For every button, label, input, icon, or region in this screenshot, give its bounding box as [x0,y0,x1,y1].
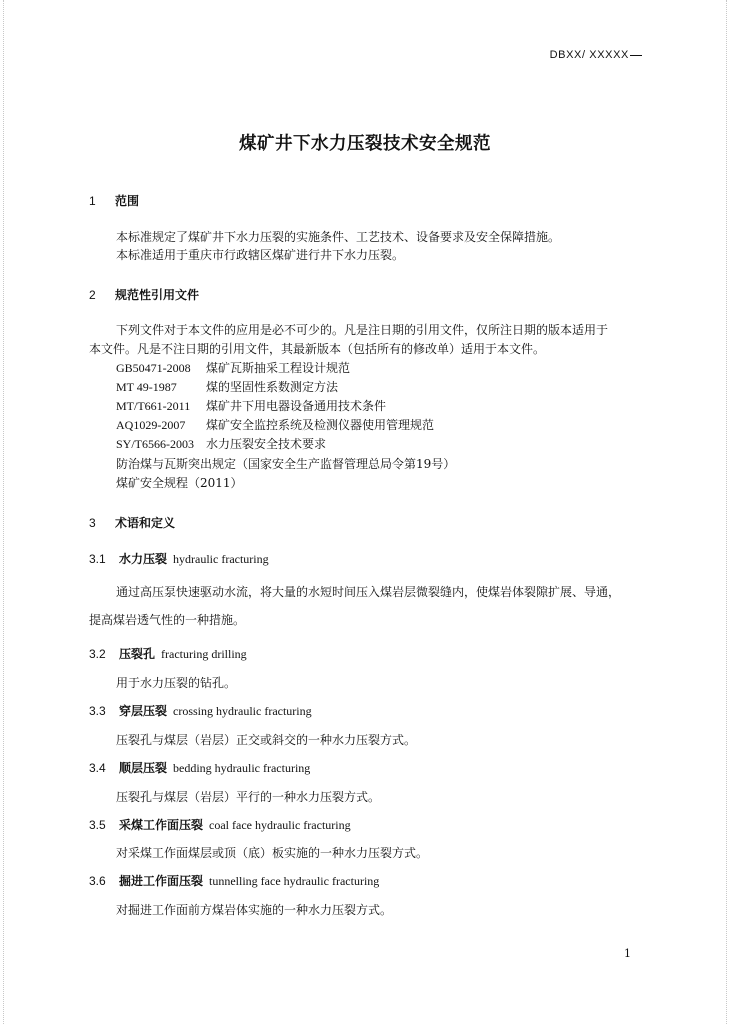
term-english: tunnelling face hydraulic fracturing [209,874,380,888]
term-definition: 压裂孔与煤层（岩层）正交或斜交的一种水力压裂方式。 [116,733,417,747]
term-definition: 通过高压泵快速驱动水流，将大量的水短时间压入煤岩层微裂缝内，使煤岩体裂隙扩展、导通， [116,585,621,599]
term-chinese: 压裂孔 [119,647,156,661]
term-number: 3.5 [89,818,106,832]
scope-paragraph: 本标准规定了煤矿井下水力压裂的实施条件、工艺技术、设备要求及安全保障措施。 [116,230,561,244]
term-chinese: 穿层压裂 [119,704,168,718]
page-number: 1 [624,947,631,960]
term-definition: 提高煤岩透气性的一种措施。 [89,613,246,627]
section-title: 范围 [115,194,140,208]
document-code-rule [630,55,642,56]
reference-name: 煤的坚固性系数测定方法 [206,380,339,394]
term-number: 3.2 [89,647,106,661]
term-number: 3.1 [89,552,106,566]
term-heading [89,760,310,776]
reference-item [116,417,434,433]
scope-paragraph: 本标准适用于重庆市行政辖区煤矿进行井下水力压裂。 [116,248,405,262]
term-chinese: 水力压裂 [119,552,168,566]
document-code [550,49,642,61]
reference-code: MT 49-1987 [116,380,177,394]
reference-code: SY/T6566-2003 [116,437,194,451]
term-english: bedding hydraulic fracturing [173,761,311,775]
reference-item [116,398,386,414]
section-title: 规范性引用文件 [115,288,200,302]
section-heading-references [89,286,199,303]
reference-code: AQ1029-2007 [116,418,186,432]
references-intro-line: 下列文件对于本文件的应用是必不可少的。凡是注日期的引用文件，仅所注日期的版本适用于 [116,323,609,337]
term-number: 3.3 [89,704,106,718]
document-title: 煤矿井下水力压裂技术安全规范 [239,134,491,154]
term-heading [89,873,379,889]
reference-item [116,379,338,395]
reference-code: MT/T661-2011 [116,399,191,413]
reference-name: 煤矿安全监控系统及检测仪器使用管理规范 [206,418,435,432]
term-definition: 用于水力压裂的钻孔。 [116,676,237,690]
term-definition: 压裂孔与煤层（岩层）平行的一种水力压裂方式。 [116,790,381,804]
term-english: crossing hydraulic fracturing [173,704,312,718]
references-intro-line: 本文件。凡是不注日期的引用文件，其最新版本（包括所有的修改单）适用于本文件。 [89,342,546,356]
reference-item: 防治煤与瓦斯突出规定（国家安全生产监督管理总局令第19号） [116,457,456,471]
term-english: hydraulic fracturing [173,552,269,566]
term-number: 3.6 [89,874,106,888]
term-chinese: 掘进工作面压裂 [119,874,204,888]
reference-name: 煤矿井下用电器设备通用技术条件 [206,399,387,413]
reference-item [116,360,350,376]
section-heading-scope [89,192,139,209]
term-heading [89,817,351,833]
reference-name: 水力压裂安全技术要求 [206,437,327,451]
section-number: 1 [89,194,96,208]
reference-name: 煤矿瓦斯抽采工程设计规范 [206,361,351,375]
section-heading-terms [89,514,175,531]
term-heading [89,551,269,567]
term-english: fracturing drilling [161,647,247,661]
term-chinese: 顺层压裂 [119,761,168,775]
term-heading [89,703,312,719]
term-definition: 对采煤工作面煤层或顶（底）板实施的一种水力压裂方式。 [116,846,429,860]
term-definition: 对掘进工作面前方煤岩体实施的一种水力压裂方式。 [116,903,393,917]
term-heading [89,646,247,662]
term-chinese: 采煤工作面压裂 [119,818,204,832]
section-number: 3 [89,516,96,530]
section-title: 术语和定义 [115,516,176,530]
term-number: 3.4 [89,761,106,775]
term-english: coal face hydraulic fracturing [209,818,351,832]
reference-item [116,436,326,452]
section-number: 2 [89,288,96,302]
reference-code: GB50471-2008 [116,361,191,375]
document-code-text: DBXX/ XXXXX [549,49,629,61]
reference-item: 煤矿安全规程（2011） [116,476,243,490]
